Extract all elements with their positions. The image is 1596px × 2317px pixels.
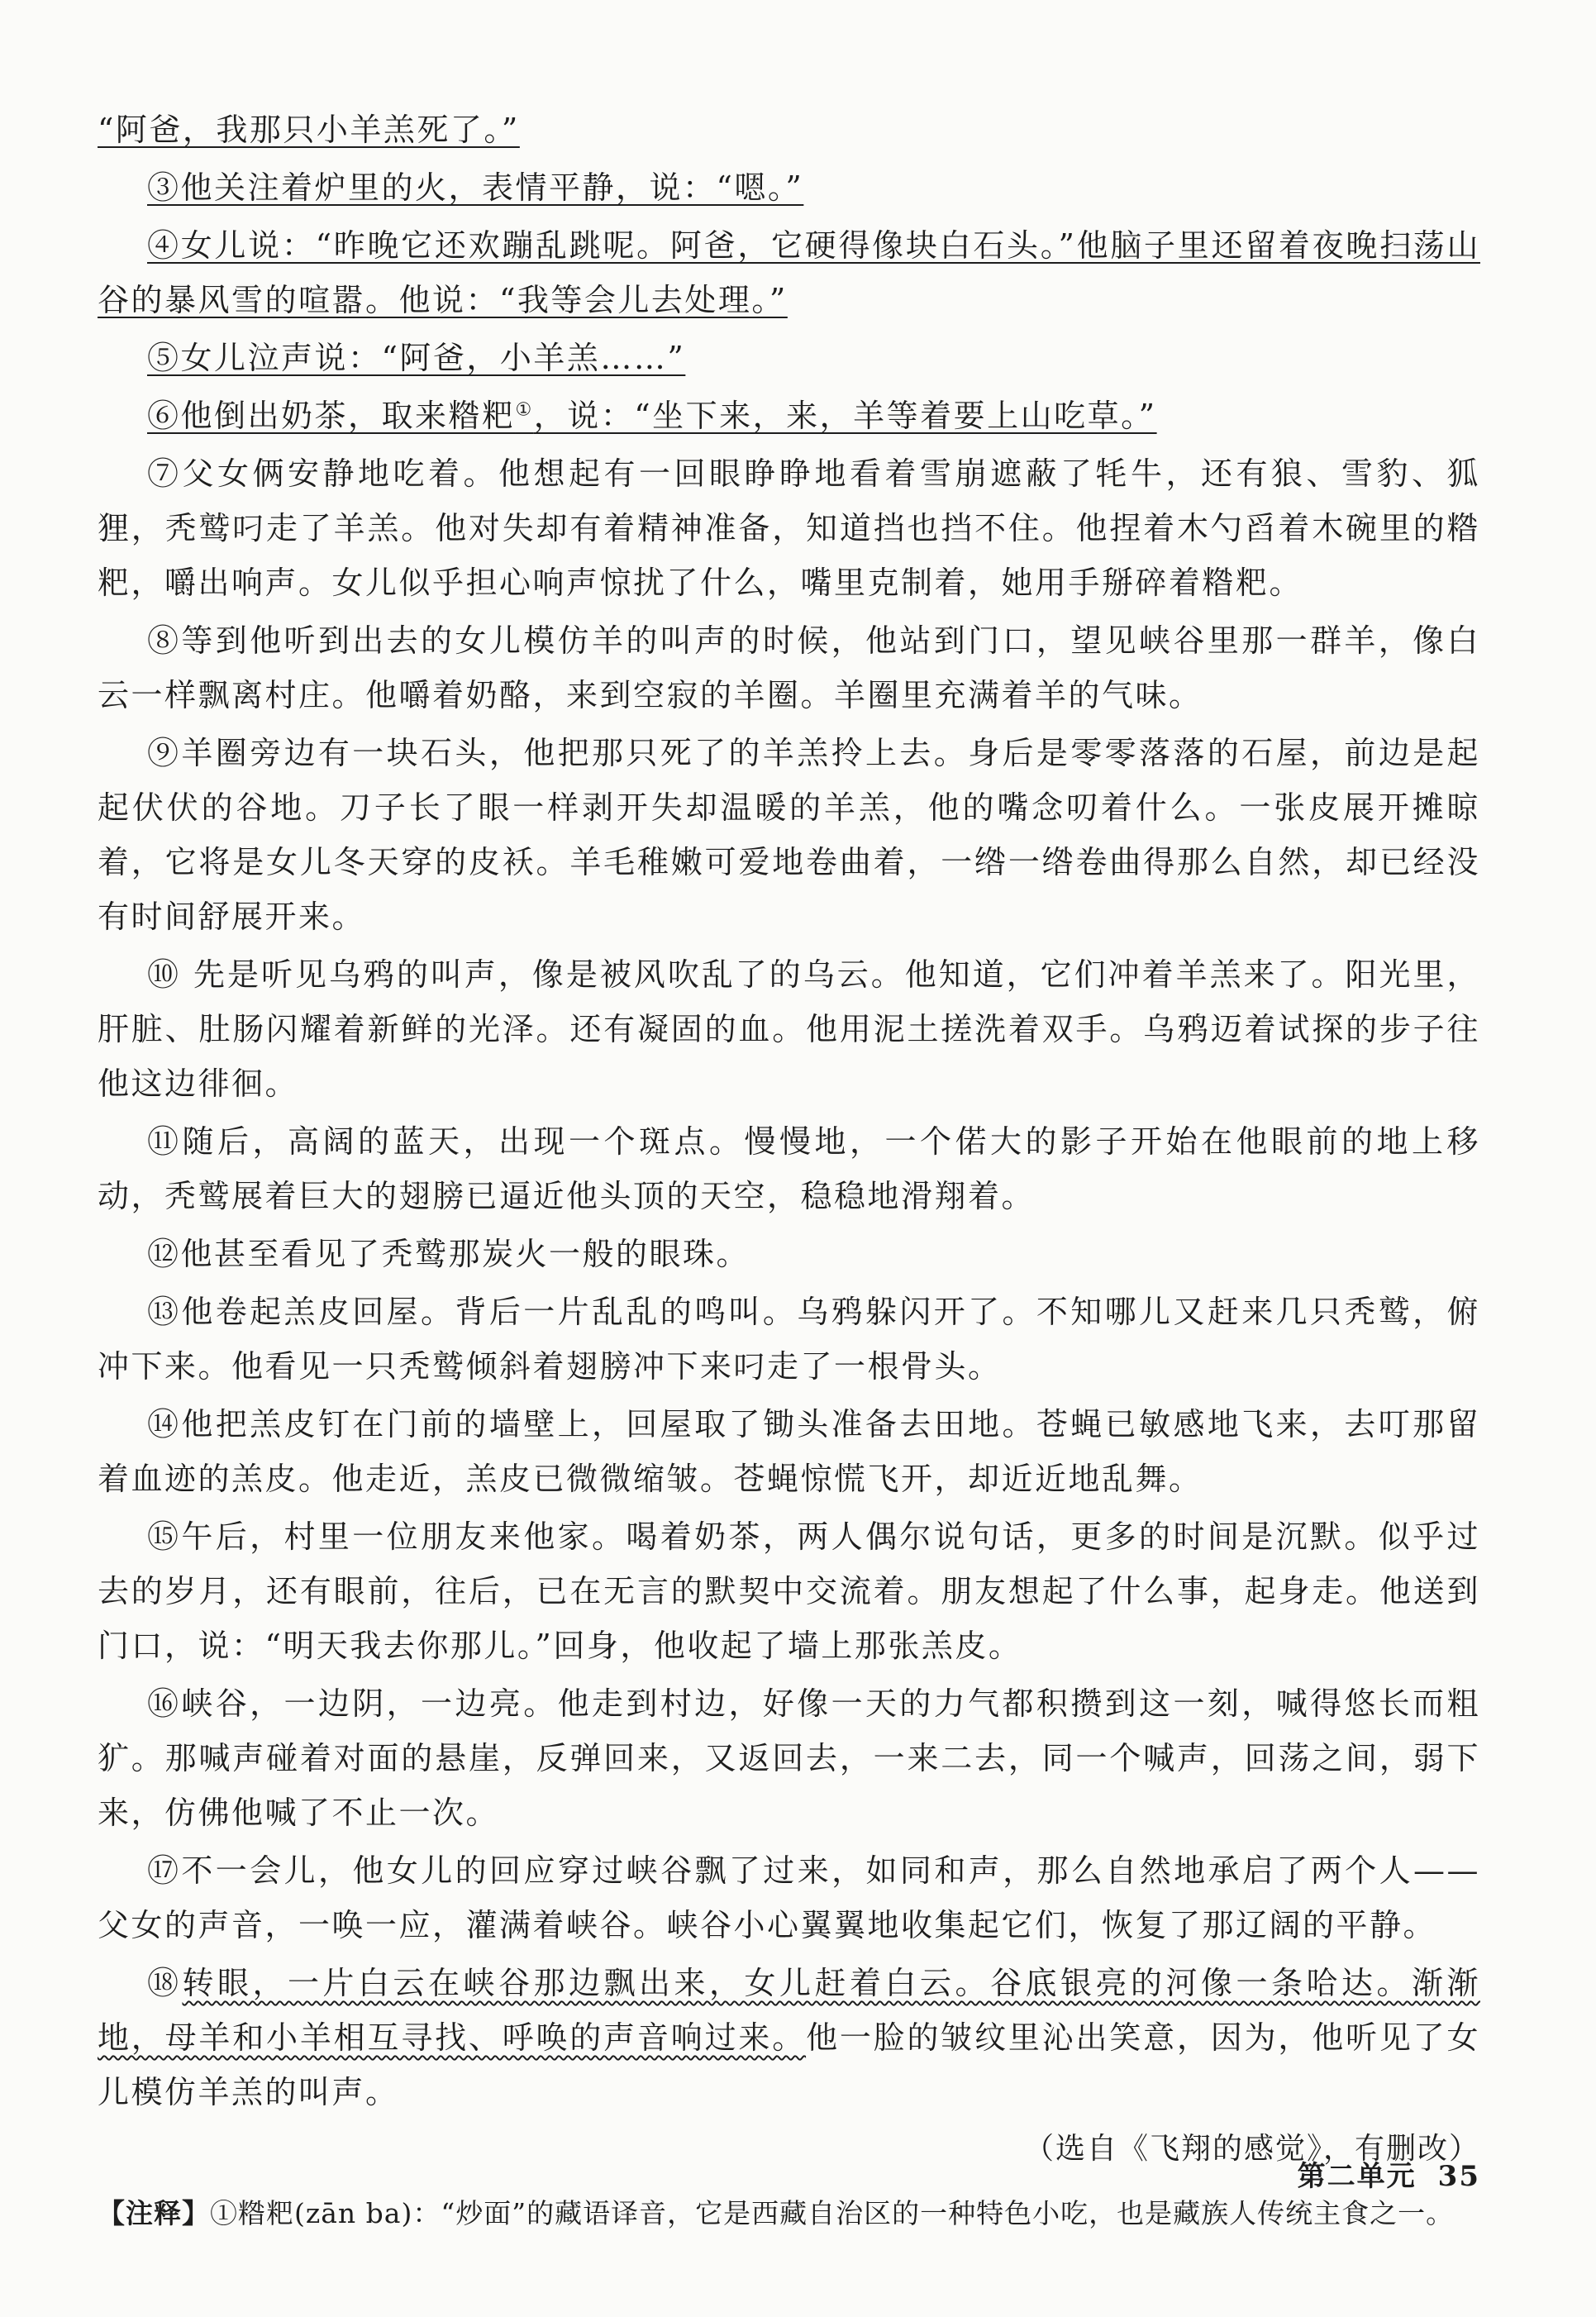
footnote-marker: ① [515, 399, 534, 421]
annotation-label: 【注释】 [98, 2197, 210, 2229]
page-number: 35 [1437, 2160, 1480, 2193]
paragraph-6 [98, 389, 1480, 443]
paragraph-3 [98, 160, 1480, 215]
page-footer [1298, 2153, 1480, 2194]
underlined-text: ④女儿说：“昨晚它还欢蹦乱跳呢。阿爸，它硬得像块白石头。”他脑子里还留着夜晚扫荡山谷的暴风雪的喧嚣。他说：“我等会儿去处理。” [98, 227, 1480, 318]
paragraph-10: ⑩ 先是听见乌鸦的叫声，像是被风吹乱了的乌云。他知道，它们冲着羊羔来了。阳光里，肝脏、肚肠闪耀着新鲜的光泽。还有凝固的血。他用泥土搓洗着双手。乌鸦迈着试探的步子往他这边徘徊。 [98, 956, 1480, 1102]
annotation [98, 2191, 1480, 2237]
annotation-text: ①糌粑(zān ba)：“炒面”的藏语译音，它是西藏自治区的一种特色小吃，也是藏族人传统主食之一。 [210, 2197, 1455, 2229]
underlined-text [147, 398, 1157, 434]
paragraph-4 [98, 218, 1480, 327]
paragraph-18 [98, 1956, 1480, 2119]
paragraph-15: ⑮午后，村里一位朋友来他家。喝着奶茶，两人偶尔说句话，更多的时间是沉默。似乎过去的岁月，还有眼前，往后，已在无言的默契中交流着。朋友想起了什么事，起身走。他送到门口，说：“明天我去你那儿。”回身，他收起了墙上那张羔皮。 [98, 1518, 1480, 1664]
paragraph-11: ⑪随后，高阔的蓝天，出现一个斑点。慢慢地，一个偌大的影子开始在他眼前的地上移动，秃鹫展着巨大的翅膀已逼近他头顶的天空，稳稳地滑翔着。 [98, 1123, 1480, 1214]
paragraph-dialogue-opening [98, 103, 1480, 157]
paragraph-6-part-a: ⑥他倒出奶茶，取来糌粑 [147, 398, 516, 434]
paragraph-14: ⑭他把羔皮钉在门前的墙壁上，回屋取了锄头准备去田地。苍蝇已敏感地飞来，去叮那留着血迹的羔皮。他走近，羔皮已微微缩皱。苍蝇惊慌飞开，却近近地乱舞。 [98, 1406, 1480, 1497]
paragraph-5 [98, 331, 1480, 385]
underlined-text: “阿爸，我那只小羊羔死了。” [98, 112, 520, 148]
paragraph-16: ⑯峡谷，一边阴，一边亮。他走到村边，好像一天的力气都积攒到这一刻，喊得悠长而粗犷。那喊声碰着对面的悬崖，反弹回来，又返回去，一来二去，同一个喊声，回荡之间，弱下来，仿佛他喊了不止一次。 [98, 1685, 1480, 1831]
source-citation: （选自《飞翔的感觉》，有删改） [1023, 2132, 1480, 2166]
wavy-underlined-text: 转眼，一片白云在峡谷那边飘出来，女儿赶着白云。谷底银亮的河像一条哈达。渐渐地，母羊和小羊相互寻找、呼唤的声音响过来。 [98, 1965, 1480, 2056]
underlined-text: ⑤女儿泣声说：“阿爸，小羊羔……” [147, 340, 686, 376]
paragraph-18-number: ⑱ [147, 1965, 183, 2001]
paragraph-17: ⑰不一会儿，他女儿的回应穿过峡谷飘了过来，如同和声，那么自然地承启了两个人——父女的声音，一唤一应，灌满着峡谷。峡谷小心翼翼地收集起它们，恢复了那辽阔的平静。 [98, 1852, 1480, 1943]
paragraph-18-end: 他一脸的皱纹里沁出笑意，因为，他听见了女儿模仿羊羔的叫声。 [98, 2019, 1480, 2110]
paragraph-6-part-b: ，说：“坐下来，来，羊等着要上山吃草。” [533, 398, 1157, 434]
paragraph-12: ⑫他甚至看见了秃鹫那炭火一般的眼珠。 [147, 1236, 750, 1272]
unit-label: 第二单元 [1297, 2160, 1417, 2193]
paragraph-8: ⑧等到他听到出去的女儿模仿羊的叫声的时候，他站到门口，望见峡谷里那一群羊，像白云一样飘离村庄。他嚼着奶酪，来到空寂的羊圈。羊圈里充满着羊的气味。 [98, 622, 1480, 713]
paragraph-9: ⑨羊圈旁边有一块石头，他把那只死了的羊羔拎上去。身后是零零落落的石屋，前边是起起伏伏的谷地。刀子长了眼一样剥开失却温暖的羊羔，他的嘴念叨着什么。一张皮展开摊晾着，它将是女儿冬天穿的皮袄。羊毛稚嫩可爱地卷曲着，一绺一绺卷曲得那么自然，却已经没有时间舒展开来。 [98, 735, 1480, 935]
paragraph-13: ⑬他卷起羔皮回屋。背后一片乱乱的鸣叫。乌鸦躲闪开了。不知哪儿又赶来几只秃鹫，俯冲下来。他看见一只秃鹫倾斜着翅膀冲下来叼走了一根骨头。 [98, 1294, 1480, 1385]
underlined-text: ③他关注着炉里的火，表情平静，说：“嗯。” [147, 169, 804, 206]
paragraph-7: ⑦父女俩安静地吃着。他想起有一回眼睁睁地看着雪崩遮蔽了牦牛，还有狼、雪豹、狐狸，秃鹫叼走了羊羔。他对失却有着精神准备，知道挡也挡不住。他捏着木勺舀着木碗里的糌粑，嚼出响声。女儿似乎担心响声惊扰了什么，嘴里克制着，她用手掰碎着糌粑。 [98, 455, 1480, 601]
